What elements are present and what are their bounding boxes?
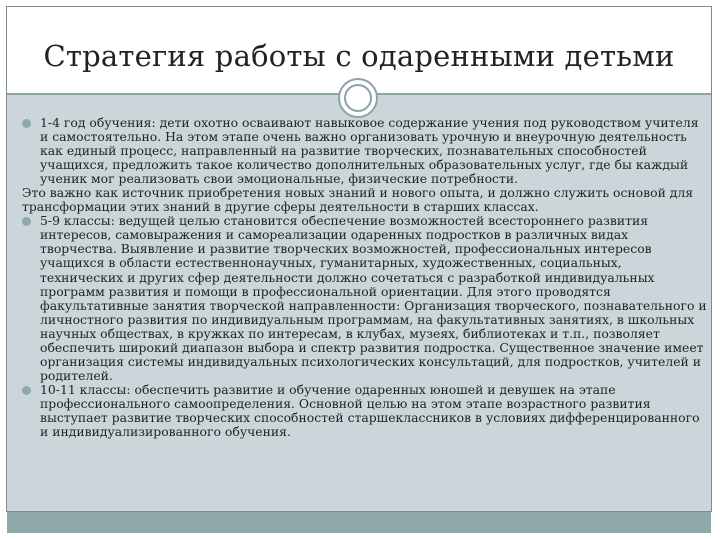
slide-title: Стратегия работы с одаренными детьми: [43, 39, 675, 73]
footer-bar: [7, 512, 711, 533]
bullet-text: 10-11 классы: обеспечить развитие и обучение одаренных юношей и девушек на этапе профессионального самоопределения. Основной целью на этом этапе возрастного развития выступает развитие творческих способностей старшеклассников в условиях дифференцированного и индивидуализированного обучения.: [40, 381, 700, 440]
slide-frame: [6, 6, 712, 512]
paragraph-text: Это важно как источник приобретения новых знаний и нового опыта, и должно служить основой для трансформации этих знаний в другие сферы деятельности в старших классах.: [22, 185, 694, 215]
bullet-text: 1-4 год обучения: дети охотно осваивают навыковое содержание учения под руководством учителя и самостоятельно. На этом этапе очень важно организовать урочную и внеурочную деятельность как единый процесс, направленный на развитие творческих, познавательных способностей учащихся, предложить такое количество дополнительных образовательных услуг, где бы каждый ученик мог реализовать свои эмоциональные, физические потребности.: [40, 115, 699, 187]
bullet-text: 5-9 классы: ведущей целью становится обеспечение возможностей всестороннего развития интересов, самовыражения и самореализации одаренных подростков в различных видах творчества. Выявление и развитие творческих возможностей, профессиональных интересов учащихся в области естественнонаучных, гуманитарных, художественных, социальных, технических и других сфер деятельности должно сочетаться с разработкой индивидуальных программ развития и помощи в профессиональной ориентации. Для этого проводятся факультативные занятия творческой направленности: Организация творческого, познавательного и личностного развития по индивидуальным программам, на факультативных занятиях, в школьных научных обществах, в кружках по интересам, в клубах, музеях, библиотеках и т.п., позволяет обеспечить широкий диапазон выбора и спектр развития подростка. Существенное значение имеет организация системы индивидуальных психологических консультаций, для подростков, учителей и родителей.: [40, 213, 707, 383]
